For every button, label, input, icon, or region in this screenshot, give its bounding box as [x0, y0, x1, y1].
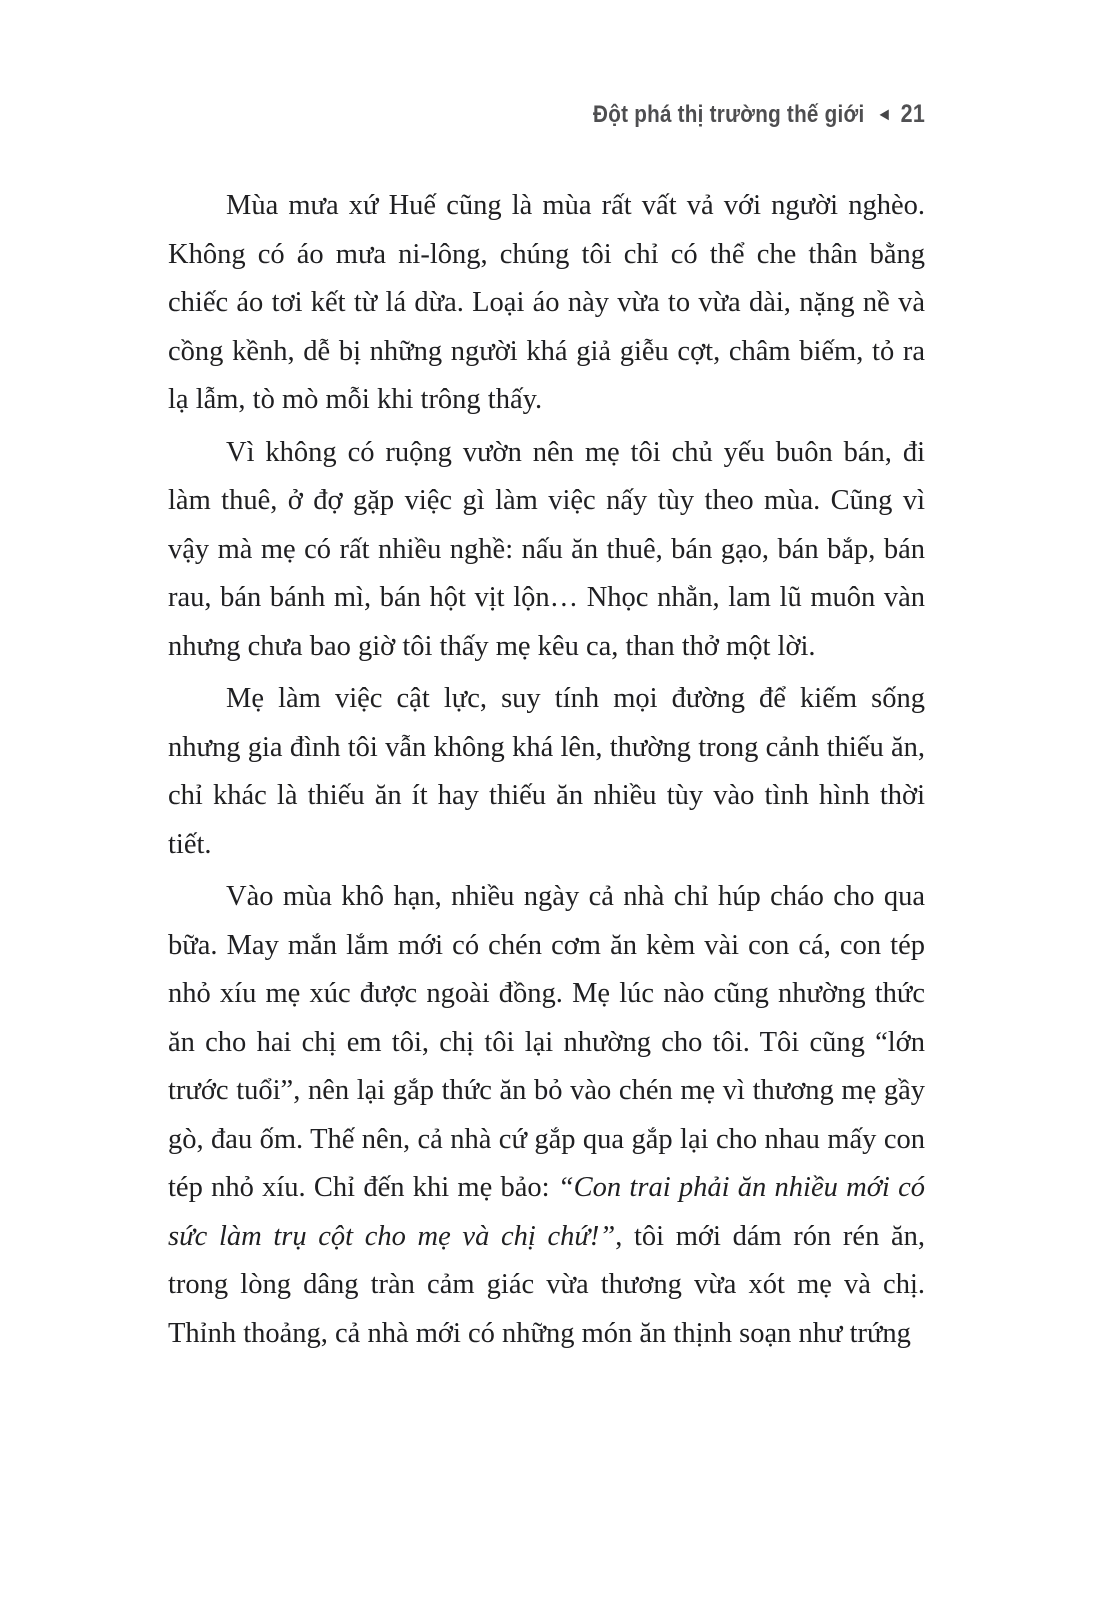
paragraph — [168, 182, 925, 425]
text-run: , tôi mới dám rón rén ăn, trong lòng dâng tràn cảm giác vừa thương vừa xót mẹ và chị. Thỉnh thoảng, cả nhà mới có những món ăn thịnh soạn như trứng — [168, 1220, 926, 1349]
running-header-content — [593, 100, 925, 129]
paragraph — [168, 873, 925, 1358]
running-title: Đột phá thị trường thế giới — [592, 101, 865, 128]
text-run: Vì không có ruộng vườn nên mẹ tôi chủ yếu buôn bán, đi làm thuê, ở đợ gặp việc gì làm việc nấy tùy theo mùa. Cũng vì vậy mà mẹ có rất nhiều nghề: nấu ăn thuê, bán gạo, bán bắp, bán rau, bán bánh mì, bán hột vịt lộn… Nhọc nhằn, lam lũ muôn vàn nhưng chưa bao giờ tôi thấy mẹ kêu ca, than thở một lời. — [168, 436, 925, 662]
quoted-speech: “Con trai phải ăn nhiều mới có sức làm trụ cột cho mẹ và chị chứ!” — [168, 1172, 925, 1252]
text-run: Mẹ làm việc cật lực, suy tính mọi đường để kiếm sống nhưng gia đình tôi vẫn không khá lên, thường trong cảnh thiếu ăn, chỉ khác là thiếu ăn ít hay thiếu ăn nhiều tùy vào tình hình thời tiết. — [168, 683, 925, 860]
page-number: 21 — [900, 100, 925, 128]
left-arrow-icon: ◄ — [876, 104, 892, 124]
page-body — [168, 182, 925, 1362]
text-run: Vào mùa khô hạn, nhiều ngày cả nhà chỉ húp cháo cho qua bữa. May mắn lắm mới có chén cơm ăn kèm vài con cá, con tép nhỏ xíu mẹ xúc được ngoài đồng. Mẹ lúc nào cũng nhường thức ăn cho hai chị em tôi, chị tôi lại nhường cho tôi. Tôi cũng “lớn trước tuổi”, nên lại gắp thức ăn bỏ vào chén mẹ vì thương mẹ gầy gò, đau ốm. Thế nên, cả nhà cứ gắp qua gắp lại cho nhau mấy con tép nhỏ xíu. Chỉ đến khi mẹ bảo: — [168, 881, 925, 1203]
text-run: Mùa mưa xứ Huế cũng là mùa rất vất vả với người nghèo. Không có áo mưa ni-lông, chúng tôi chỉ có thể che thân bằng chiếc áo tơi kết từ lá dừa. Loại áo này vừa to vừa dài, nặng nề và cồng kềnh, dễ bị những người khá giả giễu cợt, châm biếm, tỏ ra lạ lẫm, tò mò mỗi khi trông thấy. — [168, 190, 925, 415]
paragraph — [168, 429, 925, 672]
running-header — [168, 100, 925, 129]
paragraph — [168, 675, 925, 869]
